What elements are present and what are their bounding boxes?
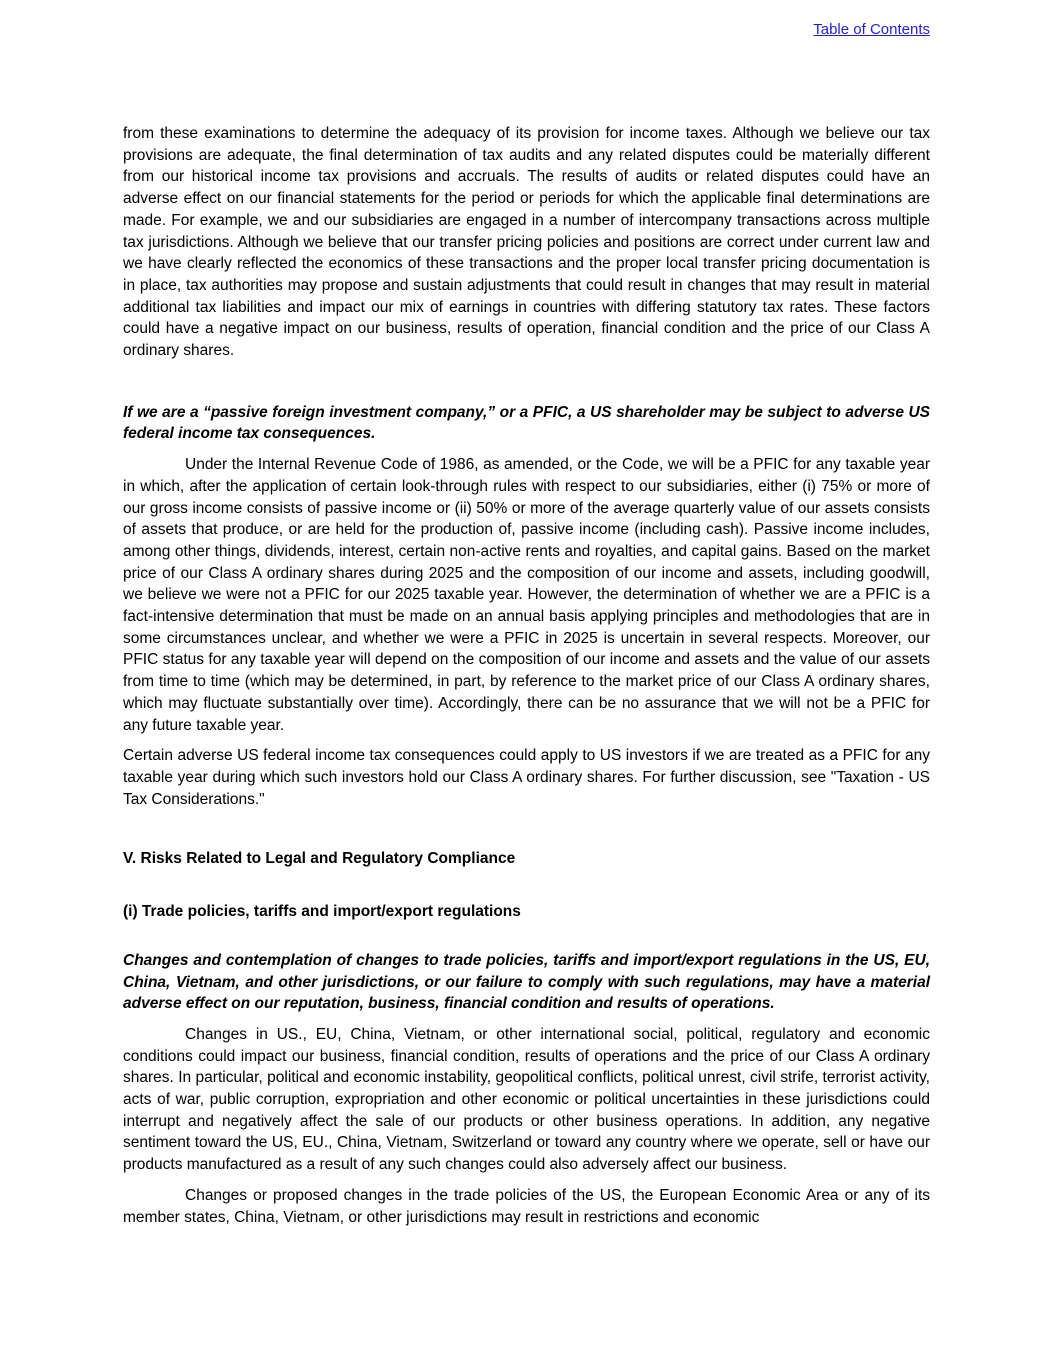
heading-section-v-legal-regulatory: V. Risks Related to Legal and Regulatory Compliance <box>123 850 516 868</box>
paragraph-internal-revenue-code: Under the Internal Revenue Code of 1986, as amended, or the Code, we will be a PFIC for any taxable year in which, after the application of certain look-through rules with respect to our subsidiaries, either (i) 75% or more of our gross income consists of passive income or (ii) 50% or more of the average quarterly value of our assets consists of assets that produce, or are held for the production of, passive income (including cash). Passive income includes, among other things, dividends, interest, certain non-active rents and royalties, and capital gains. Based on the market price of our Class A ordinary shares during 2025 and the composition of our income and assets, including goodwill, we believe we were not a PFIC for our 2025 taxable year. However, the determination of whether we are a PFIC is a fact-intensive determination that must be made on an annual basis applying principles and methodologies that are in some circumstances unclear, and whether we were a PFIC in 2025 is uncertain in several respects. Moreover, our PFIC status for any taxable year will depend on the composition of our income and assets and the value of our assets from time to time (which may be determined, in part, by reference to the market price of our Class A ordinary shares, which may fluctuate substantially over time). Accordingly, there can be no assurance that we will not be a PFIC for any future taxable year. <box>123 456 930 734</box>
paragraph-tax-examinations: from these examinations to determine the adequacy of its provision for income taxes. Although we believe our tax provisions are adequate, the final determination of tax audits and any related disputes could be materially different from our historical income tax provisions and accruals. The results of audits or related disputes could have an adverse effect on our financial statements for the period or periods for which the applicable final determinations are made. For example, we and our subsidiaries are engaged in a number of intercompany transactions across multiple tax jurisdictions. Although we believe that our transfer pricing policies and positions are correct under current law and we have clearly reflected the economics of these transactions and the proper local transfer pricing documentation is in place, tax authorities may propose and sustain adjustments that could result in changes that may result in material additional tax liabilities and impact our mix of earnings in countries with differing statutory tax rates. These factors could have a negative impact on our business, results of operation, financial condition and the price of our Class A ordinary shares. <box>123 125 930 360</box>
heading-pfic-risk: If we are a “passive foreign investment company,” or a PFIC, a US shareholder may be subject to adverse US federal income tax consequences. <box>123 403 930 443</box>
heading-trade-policies: (i) Trade policies, tariffs and import/export regulations <box>123 903 521 921</box>
paragraph-certain-adverse-consequences: Certain adverse US federal income tax consequences could apply to US investors if we are treated as a PFIC for any taxable year during which such investors hold our Class A ordinary shares. For further discussion, see "Taxation - US Tax Considerations." <box>123 747 930 808</box>
paragraph-changes-proposed-trade-policies: Changes or proposed changes in the trade policies of the US, the European Economic Area or any of its member states, China, Vietnam, or other jurisdictions may result in restrictions and economic <box>123 1186 930 1226</box>
paragraph-changes-conditions: Changes in US., EU, China, Vietnam, or other international social, political, regulatory and economic conditions could impact our business, financial condition, results of operations and the price of our Class A ordinary shares. In particular, political and economic instability, geopolitical conflicts, political unrest, civil strife, terrorist activity, acts of war, public corruption, expropriation and other economic or political uncertainties in these jurisdictions could interrupt and negatively affect the sale of our products or other business operations. In addition, any negative sentiment toward the US, EU., China, Vietnam, Switzerland or toward any country where we operate, sell or have our products manufactured as a result of any such changes could also adversely affect our business. <box>123 1025 930 1174</box>
heading-changes-trade-policies-risk: Changes and contemplation of changes to trade policies, tariffs and import/export regulations in the US, EU, China, Vietnam, and other jurisdictions, or our failure to comply with such regulations, may have a material adverse effect on our reputation, business, financial condition and results of operations. <box>123 951 930 1013</box>
document-body <box>123 123 930 1228</box>
table-of-contents-link[interactable]: Table of Contents <box>813 21 930 38</box>
document-header <box>123 20 930 39</box>
